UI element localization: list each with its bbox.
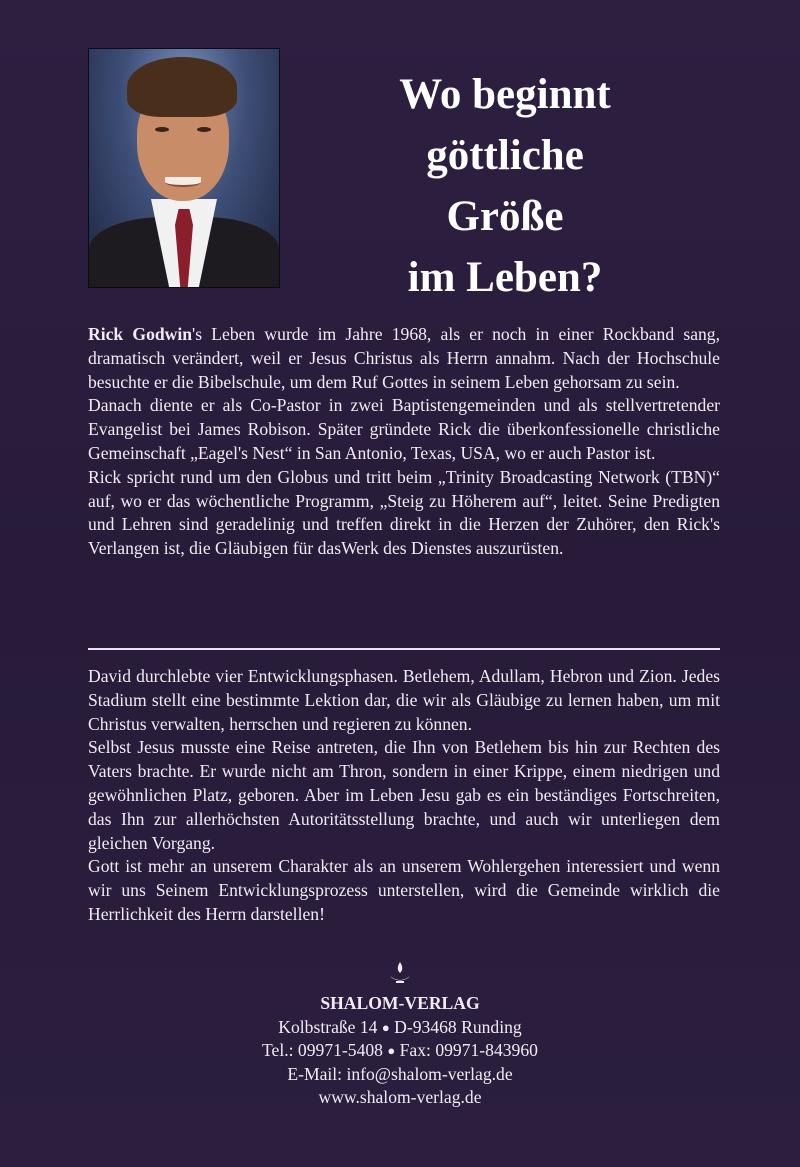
headline-line-1: Wo beginnt — [399, 71, 611, 118]
bio-paragraph-2: Danach diente er als Co-Pastor in zwei Baptistengemeinden und als stellvertretender Evangelist bei James Robison. Später gründete Rick die überkonfessionelle christliche Gemeinschaft „Eagel's Nest“ in San Antonio, Texas, USA, wo er auch Pastor ist. — [88, 395, 720, 463]
publisher-address — [200, 1016, 600, 1040]
publisher-street: Kolbstraße 14 — [278, 1016, 378, 1037]
divider — [88, 648, 720, 650]
author-name: Rick Godwin — [88, 324, 193, 344]
bio-paragraph-1 — [88, 323, 720, 394]
publisher-tel: Tel.: 09971-5408 — [262, 1040, 383, 1060]
publisher-phone — [200, 1039, 600, 1063]
headline-line-3: Größe — [446, 193, 564, 240]
description-paragraph-2: Selbst Jesus musste eine Reise antreten, die Ihn von Betlehem bis hin zur Rechten des Vaters brachte. Er wurde nicht am Thron, sondern in einer Krippe, einem niedrigen und gewöhnlichen Platz, geboren. Aber im Leben Jesu gab es ein beständiges Fortschreiten, das Ihn zur allerhöchsten Autoritätsstellung brachte, und auch wir unterliegen dem gleichen Vorgang. — [88, 737, 720, 853]
separator-bullet: ● — [381, 1019, 390, 1035]
flame-lamp-icon — [387, 960, 413, 986]
publisher-website: www.shalom-verlag.de — [318, 1087, 482, 1107]
separator-bullet: ● — [387, 1043, 396, 1058]
headline — [310, 64, 700, 308]
publisher-info — [200, 960, 600, 1110]
headline-line-4: im Leben? — [407, 254, 603, 301]
bio-paragraph-1-text: 's Leben wurde im Jahre 1968, als er noch in einer Rockband sang, dramatisch verändert, weil er Jesus Christus als Herrn annahm. Nach der Hochschule besuchte er die Bibelschule, um dem Ruf Gottes in seinem Leben gehorsam zu sein. — [88, 324, 720, 392]
book-description — [88, 665, 720, 927]
bio-paragraph-3: Rick spricht rund um den Globus und tritt beim „Trinity Broadcasting Network (TBN)“ auf, wo er das wöchentliche Programm, „Steig zu Höherem auf“, leitet. Seine Predigten und Lehren sind geradelinig und treffen direkt in die Herzen der Zuhörer, den Rick's Verlangen ist, die Gläubigen für dasWerk des Dienstes auszurüsten. — [88, 466, 720, 559]
publisher-name: SHALOM-VERLAG — [320, 993, 480, 1013]
description-paragraph-1: David durchlebte vier Entwicklungsphasen. Betlehem, Adullam, Hebron und Zion. Jedes Stadium stellt eine bestimmte Lektion dar, die wir als Gläubige zu lernen haben, um mit Christus verwalten, herrschen und regieren zu können. — [88, 666, 720, 734]
headline-line-2: göttliche — [426, 132, 584, 179]
author-photo — [88, 48, 280, 288]
publisher-email: E-Mail: info@shalom-verlag.de — [287, 1063, 513, 1084]
publisher-fax: Fax: 09971-843960 — [399, 1040, 538, 1060]
publisher-city: D-93468 Runding — [394, 1016, 522, 1037]
author-bio — [88, 323, 720, 561]
description-paragraph-3: Gott ist mehr an unserem Charakter als an unserem Wohlergehen interessiert und wenn wir uns Seinem Entwicklungsprozess unterstellen, wird die Gemeinde wirklich die Herrlichkeit des Herrn darstellen! — [88, 856, 720, 924]
